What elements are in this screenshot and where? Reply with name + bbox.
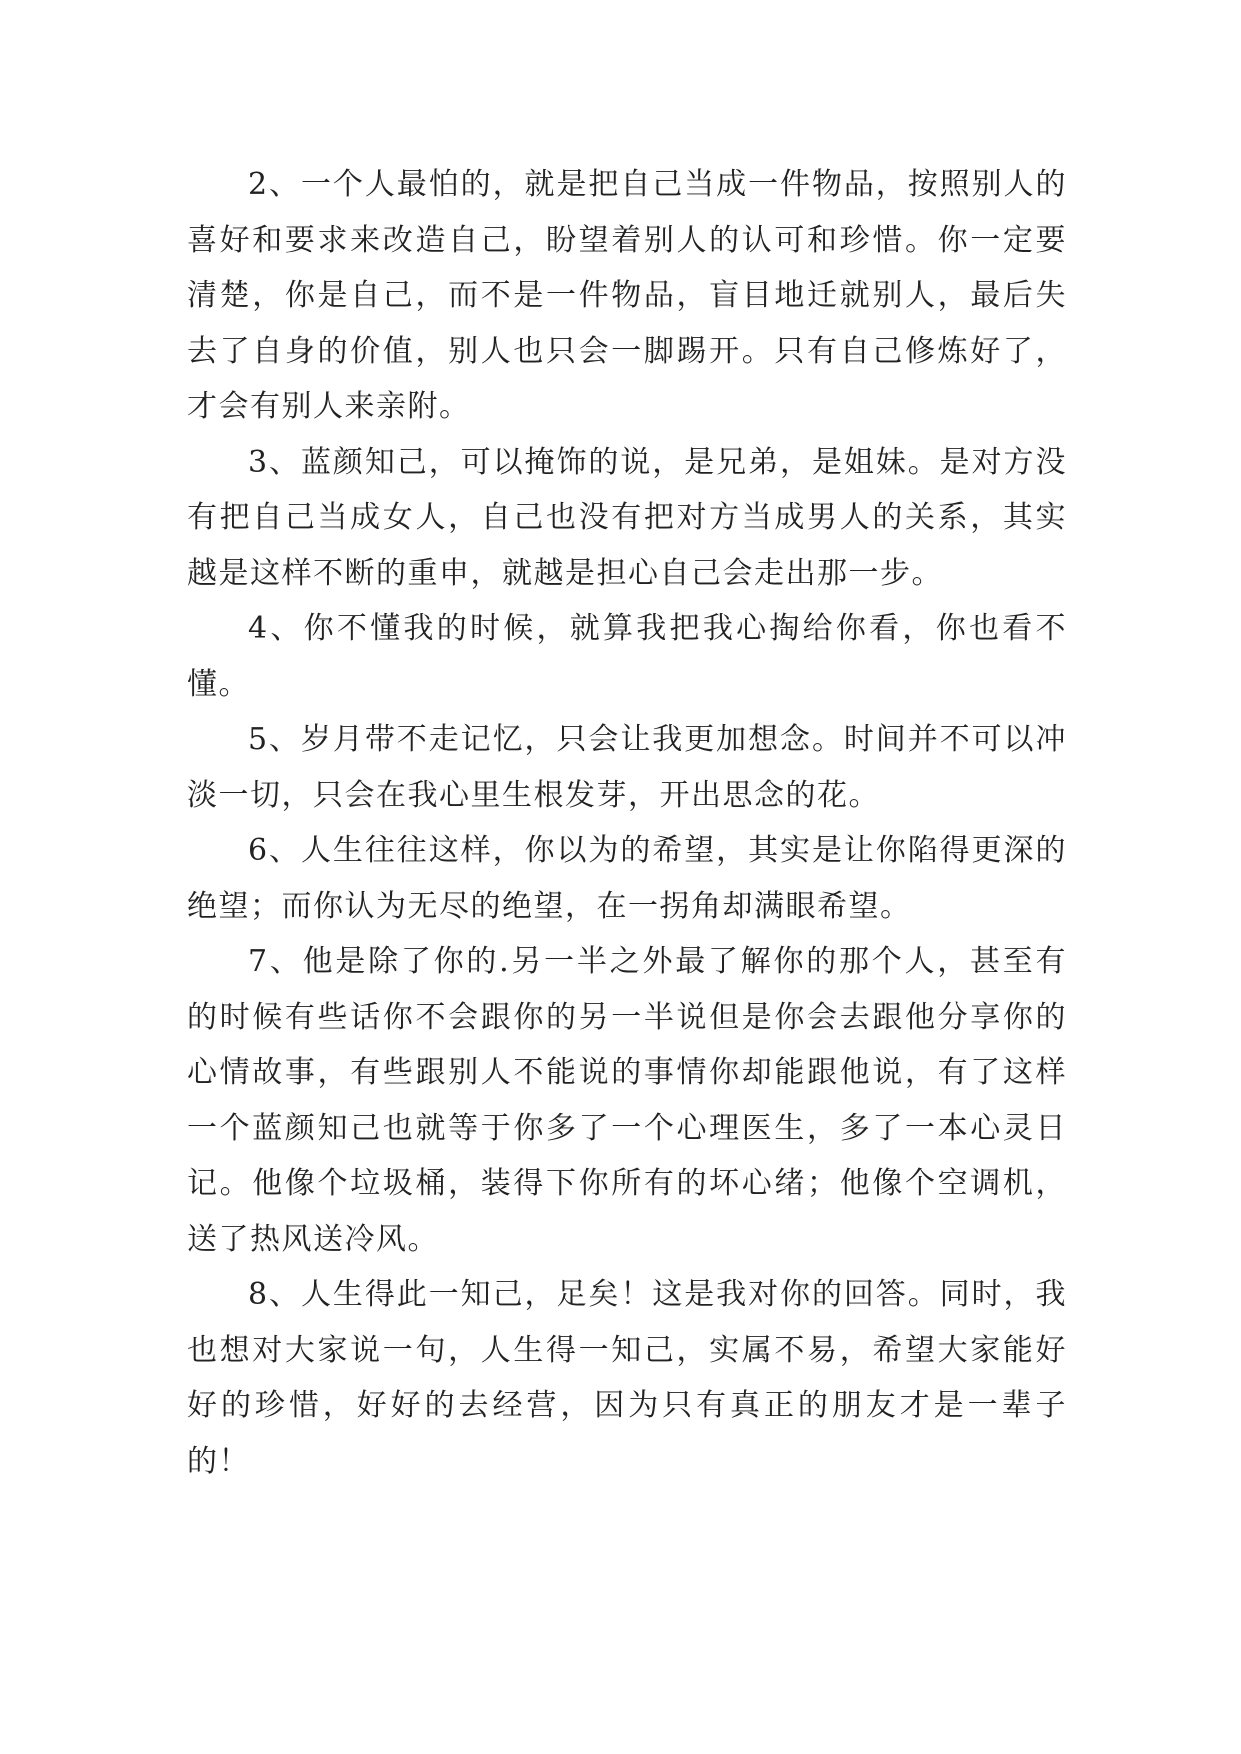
paragraph-2: 2、一个人最怕的，就是把自己当成一件物品，按照别人的喜好和要求来改造自己，盼望着别人的认可和珍惜。你一定要清楚，你是自己，而不是一件物品，盲目地迁就别人，最后失去了自身的价值，别人也只会一脚踢开。只有自己修炼好了，才会有别人来亲附。 [187,167,1067,424]
paragraph-7: 7、他是除了你的.另一半之外最了解你的那个人，甚至有的时候有些话你不会跟你的另一半说但是你会去跟他分享你的心情故事，有些跟别人不能说的事情你却能跟他说，有了这样一个蓝颜知己也就等于你多了一个心理医生，多了一本心灵日记。他像个垃圾桶，装得下你所有的坏心绪；他像个空调机，送了热风送冷风。 [187,944,1067,1257]
paragraph-6: 6、人生往往这样，你以为的希望，其实是让你陷得更深的绝望；而你认为无尽的绝望，在一拐角却满眼希望。 [187,833,1067,924]
paragraph-3: 3、蓝颜知己，可以掩饰的说，是兄弟，是姐妹。是对方没有把自己当成女人，自己也没有把对方当成男人的关系，其实越是这样不断的重申，就越是担心自己会走出那一步。 [187,444,1067,591]
paragraph-5: 5、岁月带不走记忆，只会让我更加想念。时间并不可以冲淡一切，只会在我心里生根发芽，开出思念的花。 [187,722,1067,813]
paragraph-8: 8、人生得此一知己，足矣！这是我对你的回答。同时，我也想对大家说一句，人生得一知己，实属不易，希望大家能好好的珍惜，好好的去经营，因为只有真正的朋友才是一辈子的！ [187,1277,1067,1479]
document-body [187,157,1067,1489]
paragraph-4: 4、你不懂我的时候，就算我把我心掏给你看，你也看不懂。 [187,611,1067,702]
